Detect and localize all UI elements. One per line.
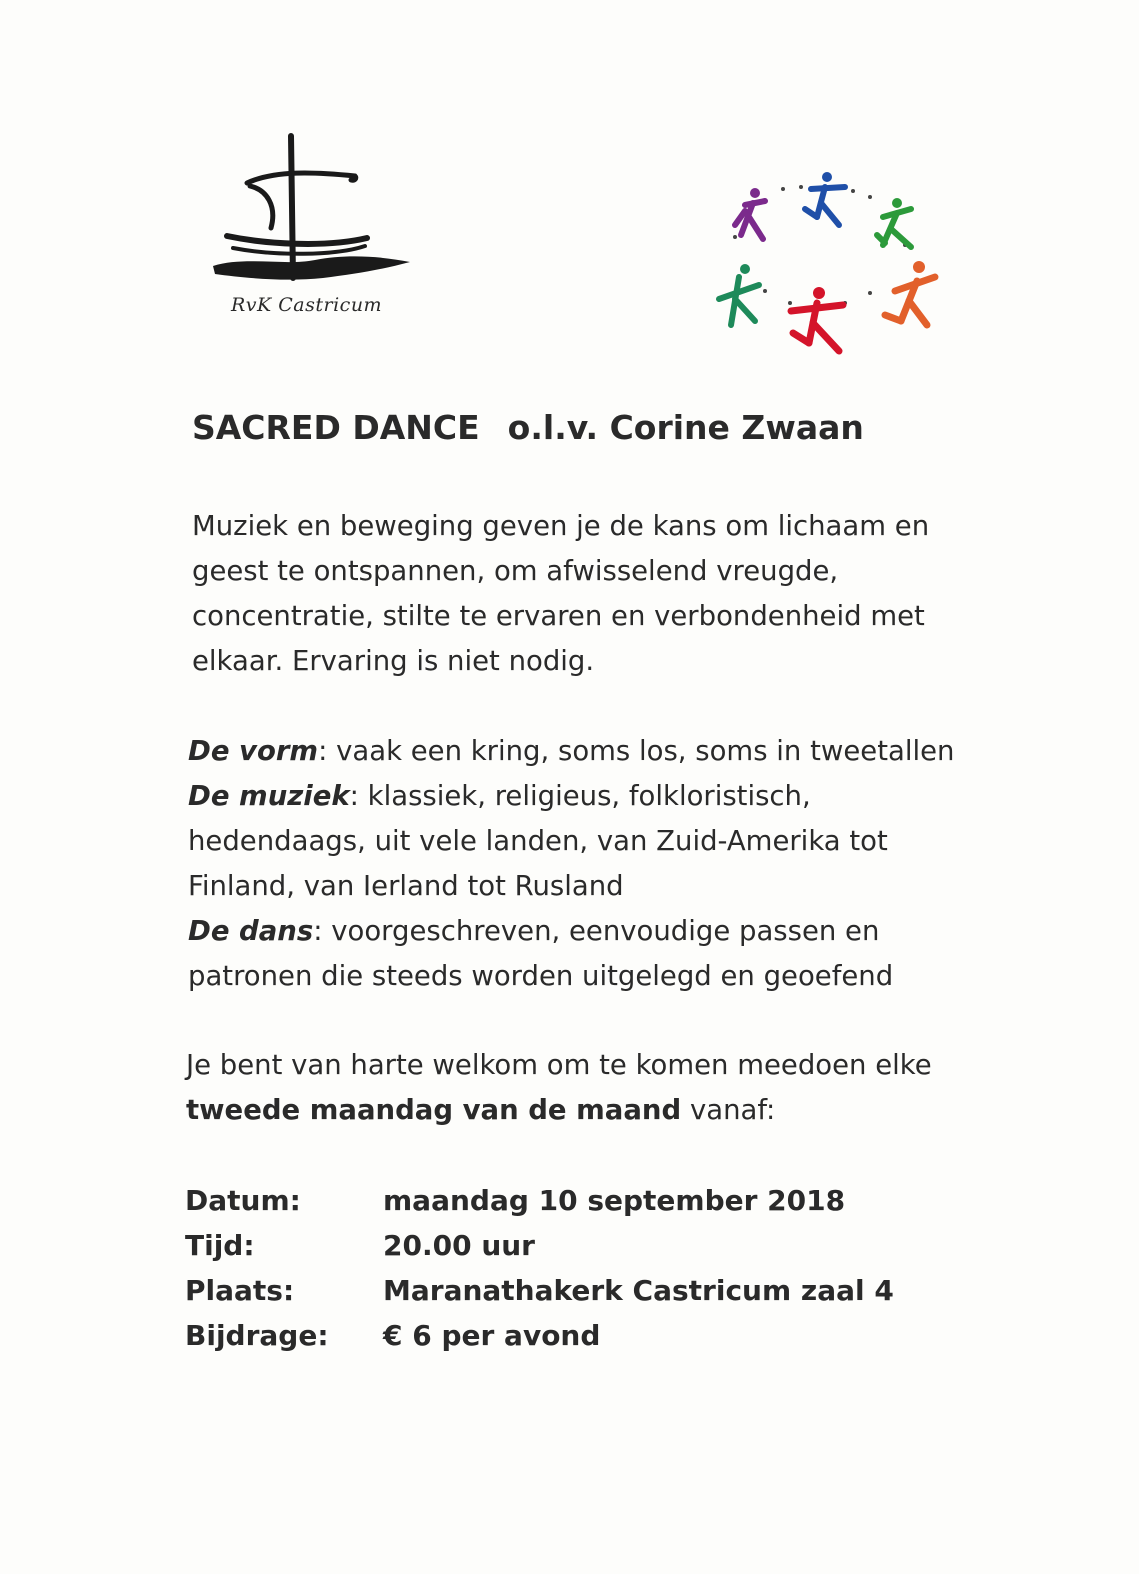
logo-caption: RvK Castricum (231, 294, 383, 316)
welcome-rest: vanaf: (681, 1094, 776, 1126)
boat-cross-icon (205, 128, 420, 298)
welcome-line: Je bent van harte welkom om te komen meedoen elke (186, 1049, 932, 1081)
info-label: Bijdrage: (185, 1319, 329, 1352)
detail-label: De dans (188, 915, 314, 947)
detail-text: : vaak een kring, soms los, soms in tweetallen (318, 735, 955, 767)
welcome-line-2 (186, 1088, 1026, 1133)
info-value: Maranathakerk Castricum zaal 4 (383, 1274, 894, 1307)
detail-muziek (188, 774, 1018, 819)
page-title (192, 408, 864, 447)
intro-line: geest te ontspannen, om afwisselend vreugde, (192, 555, 839, 587)
info-label: Tijd: (185, 1229, 255, 1262)
detail-text: : voorgeschreven, eenvoudige passen en (313, 915, 880, 947)
detail-dans (188, 909, 1018, 954)
detail-text: : klassiek, religieus, folkloristisch, (349, 780, 811, 812)
detail-line: hedendaags, uit vele landen, van Zuid-Amerika tot (188, 825, 888, 857)
dancers-icon (705, 165, 950, 365)
rvk-castricum-logo (205, 128, 420, 328)
intro-paragraph (192, 504, 1012, 684)
welcome-paragraph (186, 1043, 1026, 1133)
info-value: 20.00 uur (383, 1229, 535, 1262)
detail-line: Finland, van Ierland tot Rusland (188, 870, 624, 902)
title-main: SACRED DANCE (192, 408, 480, 447)
info-label: Datum: (185, 1184, 301, 1217)
intro-line: Muziek en beweging geven je de kans om lichaam en (192, 510, 930, 542)
dancers-circle-logo (705, 165, 950, 365)
intro-line: concentratie, stilte te ervaren en verbondenheid met (192, 600, 925, 632)
detail-line: patronen die steeds worden uitgelegd en geoefend (188, 960, 894, 992)
detail-label: De muziek (188, 780, 350, 812)
intro-line: elkaar. Ervaring is niet nodig. (192, 645, 595, 677)
info-value: maandag 10 september 2018 (383, 1184, 846, 1217)
info-value: € 6 per avond (383, 1319, 601, 1352)
details-section (188, 729, 1018, 999)
info-label: Plaats: (185, 1274, 295, 1307)
title-sub: o.l.v. Corine Zwaan (507, 408, 864, 447)
welcome-bold: tweede maandag van de maand (186, 1094, 682, 1126)
detail-vorm (188, 729, 1018, 774)
detail-label: De vorm (188, 735, 319, 767)
